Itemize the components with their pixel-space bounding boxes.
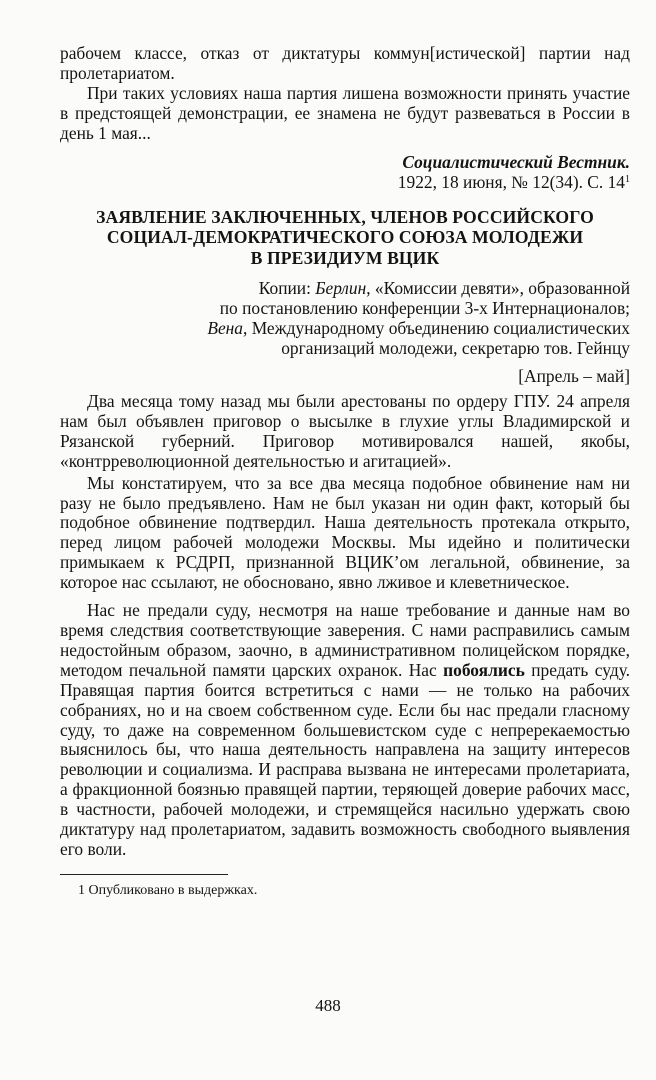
source-citation (60, 152, 630, 192)
copies-text: по постановлению конференции 3-х Интернационалов; (219, 298, 630, 319)
copies-city: Вена (207, 318, 243, 339)
body-paragraph: Мы констатируем, что за все два месяца подобное обвинение нам ни разу не было предъявлено. Нам не был указан ни один факт, который бы подобное обвинение подтвердил. Наша деятельность протекала открыто, перед лицом рабочей молодежи Москвы. Мы идейно и политически примыкаем к РСДРП, признанной ВЦИК’ом легальной, обвинение, за которое нас ссылают, не обосновано, явно лживое и клеветническое. (60, 472, 630, 593)
copies-block (60, 278, 630, 358)
emphasized-word: побоялись (443, 659, 525, 680)
document-date: [Апрель – май] (518, 366, 630, 387)
footnote-divider (60, 874, 228, 875)
continued-paragraph: рабочем классе, отказ от диктатуры коммун[истической] партии над пролетариатом. (60, 43, 630, 83)
footnote: 1 Опубликовано в выдержках. (78, 882, 258, 898)
title-line: ЗАЯВЛЕНИЕ ЗАКЛЮЧЕННЫХ, ЧЛЕНОВ РОССИЙСКОГО (96, 206, 594, 227)
footnote-mark: 1 (625, 173, 630, 185)
body-text: Нас не предали суду, несмотря на наше требование и данные нам во время следствия соответствующие заверения. С нами расправились самым недостойным образом, заочно, в административном полицейском порядке, методом печальной памяти царских охранок. Нас (60, 600, 630, 680)
paragraph: При таких условиях наша партия лишена возможности принять участие в предстоящей демонстрации, ее знамена не будут развеваться в России в день 1 мая... (60, 82, 630, 143)
title-line: В ПРЕЗИДИУМ ВЦИК (250, 247, 440, 268)
document-title (60, 207, 630, 269)
copies-text: организаций молодежи, секретарю тов. Гейнцу (281, 338, 630, 359)
body-text: предать суду. Правящая партия боится встретиться с нами — не только на рабочих собраниях, но и на своем собственном суде. Если бы нас предали гласному суду, то даже на современном большевистском суде с непререкаемостью выяснилось бы, что наша деятельность направлена на защиту интересов революции и социализма. И расправа вызвана не интересами пролетариата, а фракционной боязнью правящей партии, теряющей доверие рабочих масс, в частности, рабочей молодежи, и стремящейся насильно удержать свою диктатуру над пролетариатом, задавить возможность свободного выявления его воли. (60, 659, 630, 859)
title-line: СОЦИАЛ-ДЕМОКРАТИЧЕСКОГО СОЮЗА МОЛОДЕЖИ (106, 227, 584, 248)
source-journal: Социалистический Вестник. (402, 151, 630, 172)
copies-label: Копии: (258, 278, 316, 299)
body-paragraph (60, 601, 630, 860)
page-number: 488 (315, 996, 341, 1015)
copies-text: , Международному объединению социалистических (243, 318, 630, 339)
copies-city: Берлин (315, 278, 367, 299)
body-paragraph: Два месяца тому назад мы были арестованы по ордеру ГПУ. 24 апреля нам был объявлен приговор о высылке в глухие углы Владимирской и Рязанской губерний. Приговор мотивировался нашей, якобы, «контрреволюционной деятельностью и агитацией». (60, 391, 630, 471)
source-details: 1922, 18 июня, № 12(34). С. 14 (397, 171, 625, 192)
copies-text: , «Комиссии девяти», образованной (366, 278, 630, 299)
